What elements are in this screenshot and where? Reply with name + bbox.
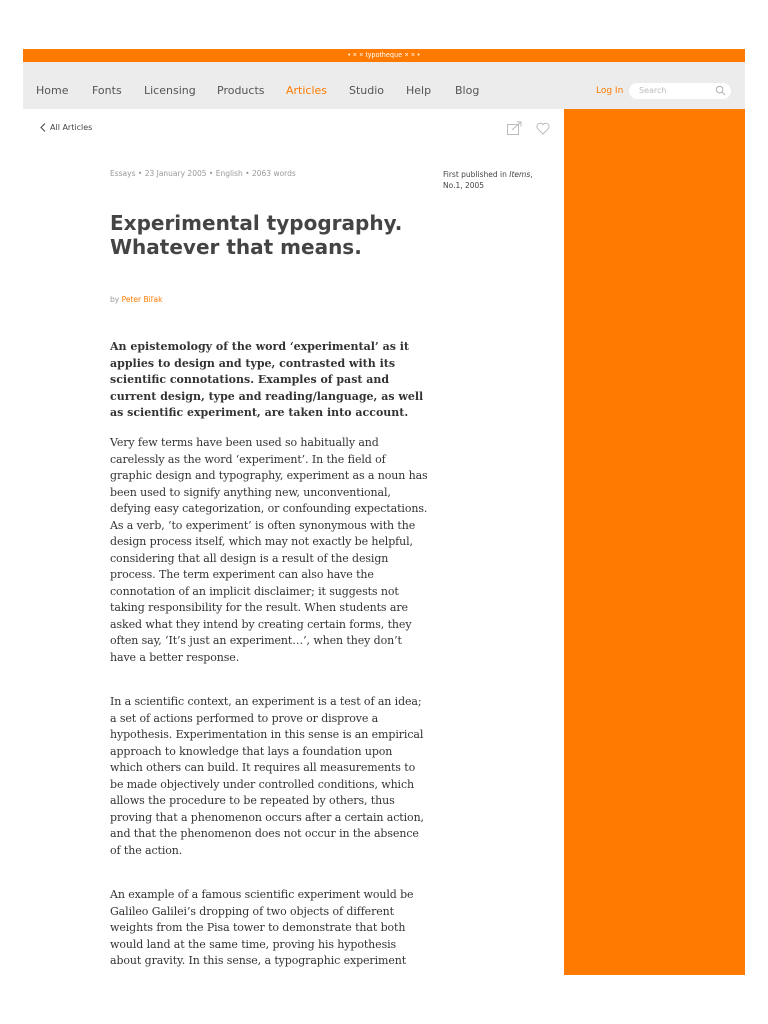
nav-item-fonts[interactable]: Fonts	[92, 84, 122, 97]
publication-note	[443, 169, 553, 191]
publication-suffix: , No.1, 2005	[443, 170, 533, 190]
login-link[interactable]: Log In	[596, 86, 624, 96]
paragraph: An example of a famous scientific experiment would be Galileo Galilei’s dropping of two objects of different weights from the Pisa tower to demonstrate that both would land at the same time, proving his hypothesis about gravity. In this sense, a typographic experiment	[110, 888, 414, 967]
nav-item-home[interactable]: Home	[36, 84, 69, 97]
author-link[interactable]: Peter Biľak	[121, 295, 163, 304]
main-nav	[23, 62, 745, 109]
nav-item-blog[interactable]: Blog	[455, 84, 480, 97]
sidebar-panel	[564, 109, 745, 975]
byline	[110, 295, 162, 304]
back-to-articles-link[interactable]	[40, 123, 92, 132]
article-meta: Essays • 23 January 2005 • English • 2063 words	[110, 169, 296, 178]
paragraph: Very few terms have been used so habitually and carelessly as the word ‘experiment’. In the field of graphic design and typography, experiment as a noun has been used to signify anything new, unconventional, defying easy categorization, or confounding expectations. As a verb, ‘to experiment’ is often synonymous with the design process itself, which may not exactly be helpful, considering that all design is a result of the design process. The term experiment can also have the connotation of an implicit disclaimer; it suggests not taking responsibility for the result. When students are asked what they intend by creating certain forms, they often say, ‘It’s just an experiment…’, when they don’t have a better response.	[110, 436, 428, 664]
nav-item-articles[interactable]: Articles	[286, 84, 328, 97]
back-label: All Articles	[50, 123, 93, 132]
article-lead: An epistemology of the word ‘experimental’ as it applies to design and type, contrasted with its scientific connotations. Examples of past and current design, type and reading/language, as well as scientific experiment, are taken into account.	[110, 340, 424, 419]
by-label: by	[110, 295, 120, 304]
publication-prefix: First published in	[443, 170, 507, 179]
brand-bar[interactable]	[23, 49, 745, 62]
heart-icon[interactable]	[536, 122, 550, 135]
nav-item-help[interactable]: Help	[406, 84, 432, 97]
nav-item-licensing[interactable]: Licensing	[144, 84, 196, 97]
nav-item-studio[interactable]: Studio	[349, 84, 385, 97]
brand-logo[interactable]: • × × typotheque × × •	[348, 52, 420, 59]
article-title: Experimental typography. Whatever that means.	[110, 211, 403, 259]
nav-item-products[interactable]: Products	[217, 84, 265, 97]
search-icon[interactable]	[715, 85, 726, 96]
publication-source: Items	[509, 170, 531, 179]
paragraph: In a scientific context, an experiment is a test of an idea; a set of actions performed to prove or disprove a hypothesis. Experimentation in this sense is an empirical approach to knowledge that lays a foundation upon which others can build. It requires all measurements to be made objectively under controlled conditions, which allows the procedure to be repeated by others, thus proving that a phenomenon occurs after a certain action, and that the phenomenon does not occur in the absence of the action.	[110, 695, 424, 857]
search-input[interactable]	[629, 83, 731, 99]
chevron-left-icon	[40, 123, 46, 132]
search-placeholder: Search	[639, 86, 667, 95]
share-icon[interactable]	[507, 121, 522, 135]
